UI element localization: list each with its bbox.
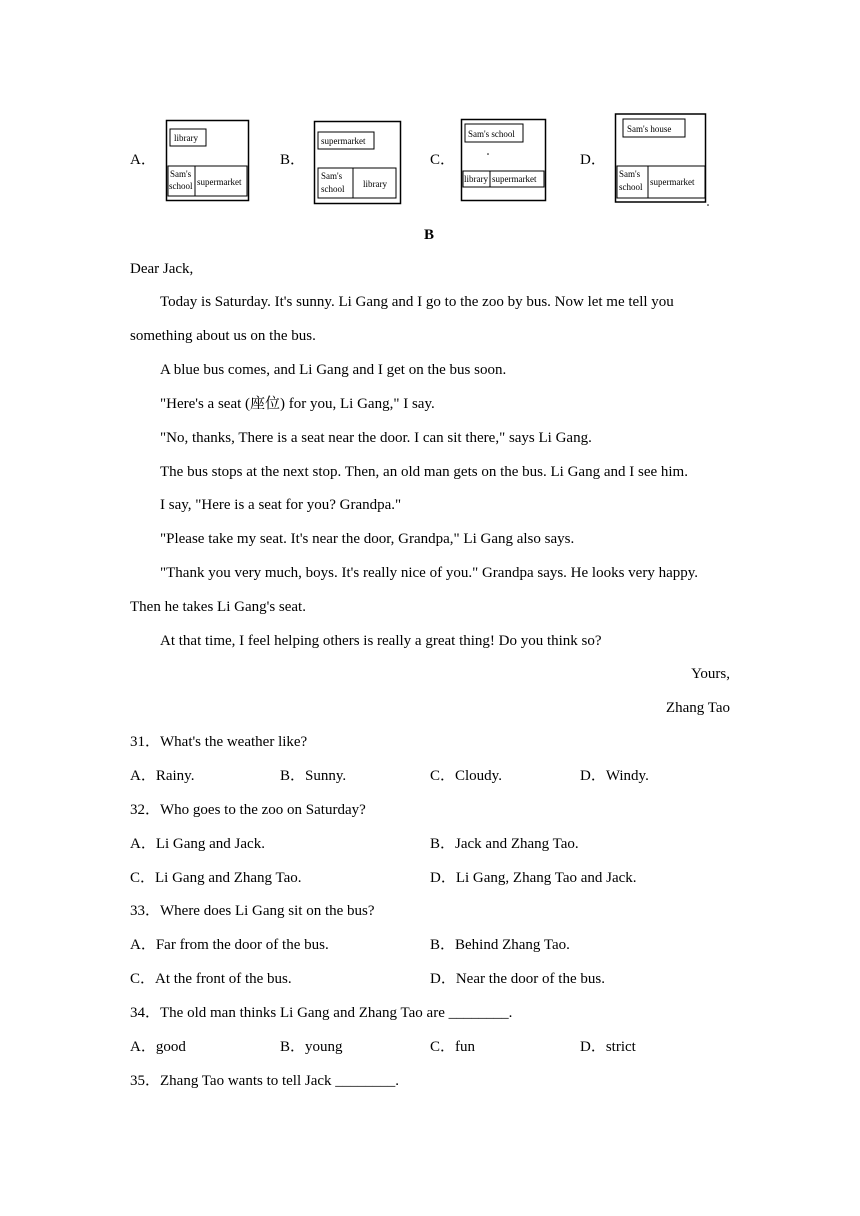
option-c-top-label: Sam's school [468,129,515,139]
question-34-option-a: A．good [130,1039,186,1055]
paragraph-9: At that time, I feel helping others is really a great thing! Do you think so? [160,633,602,649]
option-b-bl2: school [321,184,345,194]
question-31-option-a: A．Rainy. [130,768,195,784]
question-34-option-c: C．fun [430,1039,476,1055]
question-33-option-b: B．Behind Zhang Tao. [430,937,570,953]
question-32-stem: 32．Who goes to the zoo on Saturday? [130,802,366,818]
option-d-letter: D． [580,152,606,168]
question-31-stem: 31．What's the weather like? [130,734,308,750]
question-34-option-b: B．young [280,1039,343,1055]
paragraph-2: A blue bus comes, and Li Gang and I get on the bus soon. [160,362,507,378]
letter-greeting: Dear Jack, [130,261,194,277]
option-b-top-label: supermarket [321,136,366,146]
option-a-map [165,119,251,205]
option-a-bl2: school [169,181,193,191]
option-d-bl2: school [619,182,643,192]
question-32-option-c: C．Li Gang and Zhang Tao. [130,870,302,886]
question-33-option-c: C．At the front of the bus. [130,971,292,987]
question-33-option-d: D．Near the door of the bus. [430,971,605,987]
paragraph-8-line-1: "Thank you very much, boys. It's really nice of you." Grandpa says. He looks very happy. [160,565,699,581]
question-33-stem: 33．Where does Li Gang sit on the bus? [130,903,375,919]
option-d-br: supermarket [650,177,695,187]
question-31-option-b: B．Sunny. [280,768,347,784]
question-32-option-a: A．Li Gang and Jack. [130,836,265,852]
question-34-stem: 34．The old man thinks Li Gang and Zhang Tao are ________. [130,1005,513,1021]
option-d-bl1: Sam's [619,169,641,179]
paragraph-8-line-2: Then he takes Li Gang's seat. [130,599,306,615]
paragraph-1-line-1: Today is Saturday. It's sunny. Li Gang and I go to the zoo by bus. Now let me tell you [160,294,674,310]
option-b-map [313,120,403,206]
question-33-option-a: A．Far from the door of the bus. [130,937,329,953]
section-heading: B [424,227,435,243]
option-c-bl: library [464,174,488,184]
option-a-top-label: library [174,133,198,143]
option-d-map [614,112,710,208]
paragraph-4: "No, thanks, There is a seat near the door. I can sit there," says Li Gang. [160,430,592,446]
option-c-map [460,118,548,204]
option-a-letter: A． [130,152,156,168]
question-31-option-d: D．Windy. [580,768,649,784]
paragraph-7: "Please take my seat. It's near the door, Grandpa," Li Gang also says. [160,531,575,547]
paragraph-6: I say, "Here is a seat for you? Grandpa." [160,497,402,513]
question-34-option-d: D．strict [580,1039,636,1055]
letter-closing: Yours, [691,666,730,682]
paragraph-3: "Here's a seat (座位) for you, Li Gang," I say. [160,396,435,412]
option-a-bl1: Sam's [170,169,192,179]
option-b-letter: B． [280,152,306,168]
option-c-letter: C． [430,152,456,168]
option-a-br: supermarket [197,177,242,187]
option-b-bl1: Sam's [321,171,343,181]
paragraph-5: The bus stops at the next stop. Then, an old man gets on the bus. Li Gang and I see him. [160,464,688,480]
question-32-option-b: B．Jack and Zhang Tao. [430,836,579,852]
option-c-br: supermarket [492,174,537,184]
question-31-option-c: C．Cloudy. [430,768,502,784]
option-d-top-label: Sam's house [627,124,672,134]
option-b-br: library [363,179,387,189]
letter-signature: Zhang Tao [665,700,730,716]
question-32-option-d: D．Li Gang, Zhang Tao and Jack. [430,870,637,886]
paragraph-1-line-2: something about us on the bus. [130,328,316,344]
question-35-stem: 35．Zhang Tao wants to tell Jack ________. [130,1073,400,1089]
